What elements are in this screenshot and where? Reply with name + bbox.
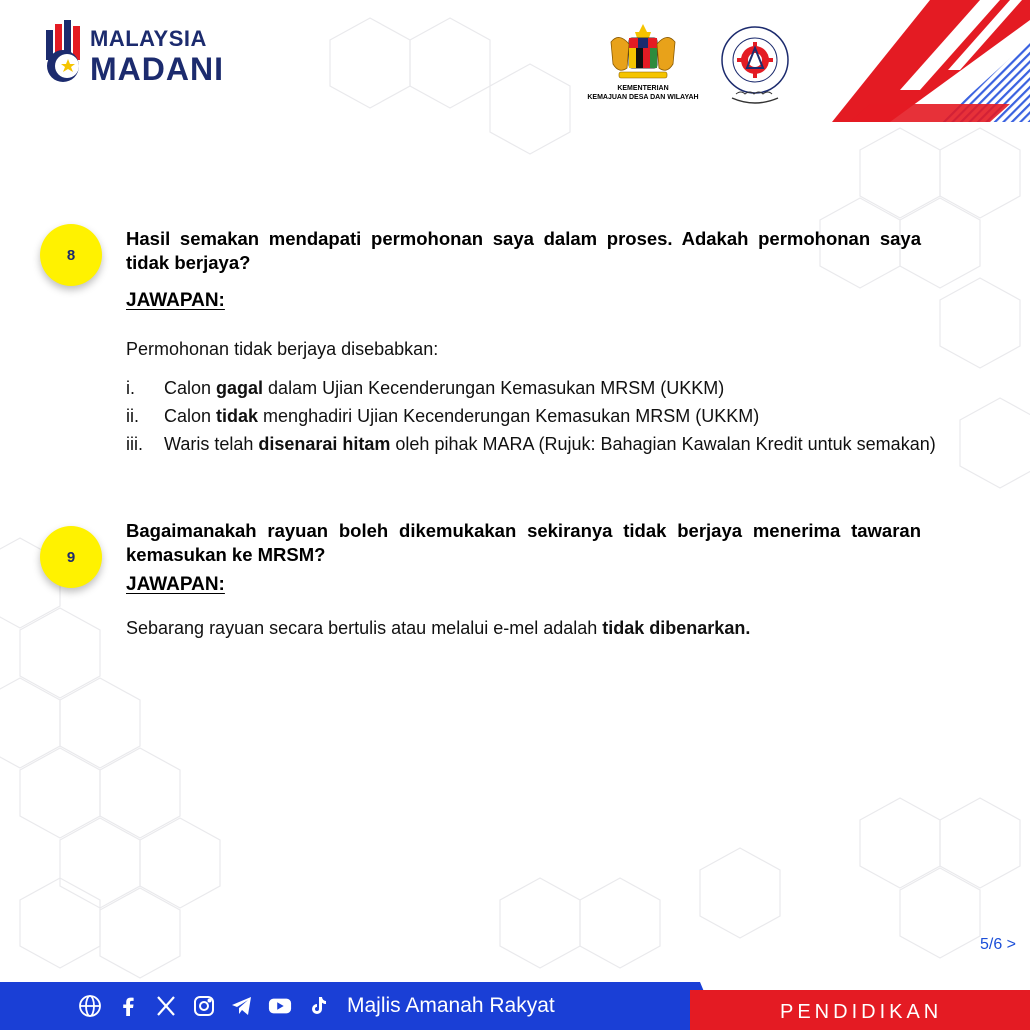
ministry-caption-line1: KEMENTERIAN (617, 85, 669, 92)
reason-text: Calon (164, 406, 217, 426)
section-label: PENDIDIKAN (780, 1001, 943, 1023)
question-number-badge: 8 (40, 224, 102, 286)
answer-emphasis: tidak dibenarkan. (602, 618, 751, 638)
reason-text: dalam Ujian Kecenderungan Kemasukan MRSM (UKKM) (263, 378, 725, 398)
x-icon[interactable] (154, 994, 178, 1018)
ministry-caption-line2: KEMAJUAN DESA DAN WILAYAH (587, 94, 699, 101)
tiktok-icon[interactable] (306, 994, 330, 1018)
question-9-text: Bagaimanakah rayuan boleh dikemukakan sekiranya tidak berjaya menerima tawaran kemasukan ke MRSM? (126, 520, 921, 565)
reason-emphasis: disenarai hitam (258, 434, 391, 454)
coat-of-arms-icon (601, 22, 685, 84)
list-item (126, 374, 936, 402)
list-numeral: ii. (126, 406, 139, 426)
answer-body: Sebarang rayuan secara bertulis atau melalui e-mel adalah (126, 618, 603, 638)
reason-emphasis: tidak (216, 406, 259, 426)
answer-label: JAWAPAN: (126, 290, 225, 311)
answer-intro: Permohonan tidak berjaya disebabkan: (126, 339, 439, 359)
ministry-logo (578, 22, 708, 110)
answer-text (126, 614, 936, 642)
mara-emblem-icon (718, 24, 792, 106)
question-number-badge: 9 (40, 526, 102, 588)
question-8-text: Hasil semakan mendapati permohonan saya dalam proses. Adakah permohonan saya tidak berjaya? (126, 228, 921, 273)
madani-title-line1: MALAYSIA (90, 26, 207, 51)
list-item (126, 430, 936, 458)
reason-text: Waris telah (164, 434, 259, 454)
social-links (78, 992, 330, 1020)
madani-title-line2: MADANI (90, 51, 224, 87)
page-indicator-link[interactable]: 5/6 > (979, 936, 1016, 953)
youtube-icon[interactable] (268, 994, 292, 1018)
madani-emblem-icon (44, 20, 84, 84)
reason-text: menghadiri Ujian Kecenderungan Kemasukan MRSM (UKKM) (258, 406, 760, 426)
reason-text: oleh pihak MARA (Rujuk: Bahagian Kawalan Kredit untuk semakan) (390, 434, 936, 454)
instagram-icon[interactable] (192, 994, 216, 1018)
globe-icon[interactable] (78, 994, 102, 1018)
answer-label: JAWAPAN: (126, 574, 225, 595)
reason-text: Calon (164, 378, 217, 398)
reason-list (126, 374, 936, 458)
list-numeral: i. (126, 378, 135, 398)
telegram-icon[interactable] (230, 994, 254, 1018)
reason-emphasis: gagal (216, 378, 264, 398)
organization-name: Majlis Amanah Rakyat (347, 994, 555, 1017)
list-item (126, 402, 936, 430)
mara-logo (718, 24, 792, 106)
malaysia-madani-logo (44, 18, 224, 88)
corner-stripes-decoration (810, 0, 1030, 122)
list-numeral: iii. (126, 434, 143, 454)
facebook-icon[interactable] (116, 994, 140, 1018)
footer-bar (0, 982, 1030, 1030)
